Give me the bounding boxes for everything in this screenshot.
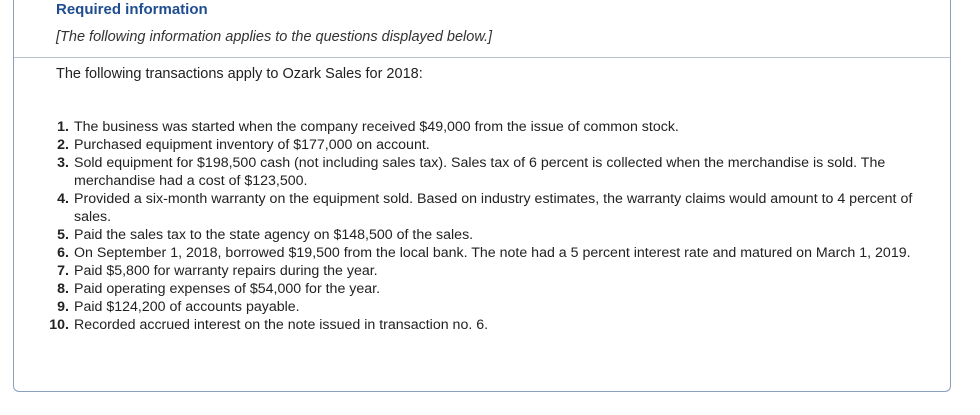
transaction-text: Paid $5,800 for warranty repairs during the year. [74, 263, 378, 279]
transaction-item-10 [48, 316, 918, 334]
transaction-number: 9. [57, 299, 69, 315]
transaction-list [48, 118, 918, 334]
transaction-item-3 [48, 154, 918, 190]
transaction-text: Paid operating expenses of $54,000 for the year. [74, 281, 381, 297]
transaction-text: Provided a six-month warranty on the equipment sold. Based on industry estimates, the warranty claims would amount to 4 percent of sales. [74, 191, 913, 225]
intro-text: The following transactions apply to Ozark Sales for 2018: [56, 66, 423, 82]
transaction-text: Paid $124,200 of accounts payable. [74, 299, 300, 315]
applies-note: [The following information applies to the questions displayed below.] [56, 29, 493, 45]
transaction-text: The business was started when the company received $49,000 from the issue of common stock. [74, 119, 679, 135]
transaction-number: 5. [57, 227, 69, 243]
transaction-number: 8. [57, 281, 69, 297]
transaction-text: Paid the sales tax to the state agency on $148,500 of the sales. [74, 227, 474, 243]
transaction-item-5 [48, 226, 918, 244]
transaction-number: 6. [57, 245, 69, 261]
transaction-number: 2. [57, 137, 69, 153]
transaction-text: Recorded accrued interest on the note issued in transaction no. 6. [74, 317, 489, 333]
transaction-item-4 [48, 190, 918, 226]
transaction-number: 10. [49, 317, 69, 333]
transaction-number: 7. [57, 263, 69, 279]
header-divider [14, 57, 950, 58]
transaction-number: 1. [57, 119, 69, 135]
transaction-item-2 [48, 136, 918, 154]
transaction-text: Purchased equipment inventory of $177,000 on account. [74, 137, 430, 153]
transaction-item-8 [48, 280, 918, 298]
transaction-number: 3. [57, 155, 69, 171]
transaction-text: On September 1, 2018, borrowed $19,500 from the local bank. The note had a 5 percent interest rate and matured on March 1, 2019. [74, 245, 911, 261]
transaction-item-1 [48, 118, 918, 136]
required-information-heading: Required information [56, 1, 208, 18]
transaction-text: Sold equipment for $198,500 cash (not including sales tax). Sales tax of 6 percent is collected when the merchandise is sold. The merchandise had a cost of $123,500. [74, 155, 886, 189]
transaction-item-6 [48, 244, 918, 262]
transaction-item-9 [48, 298, 918, 316]
transaction-number: 4. [57, 191, 69, 207]
transaction-item-7 [48, 262, 918, 280]
